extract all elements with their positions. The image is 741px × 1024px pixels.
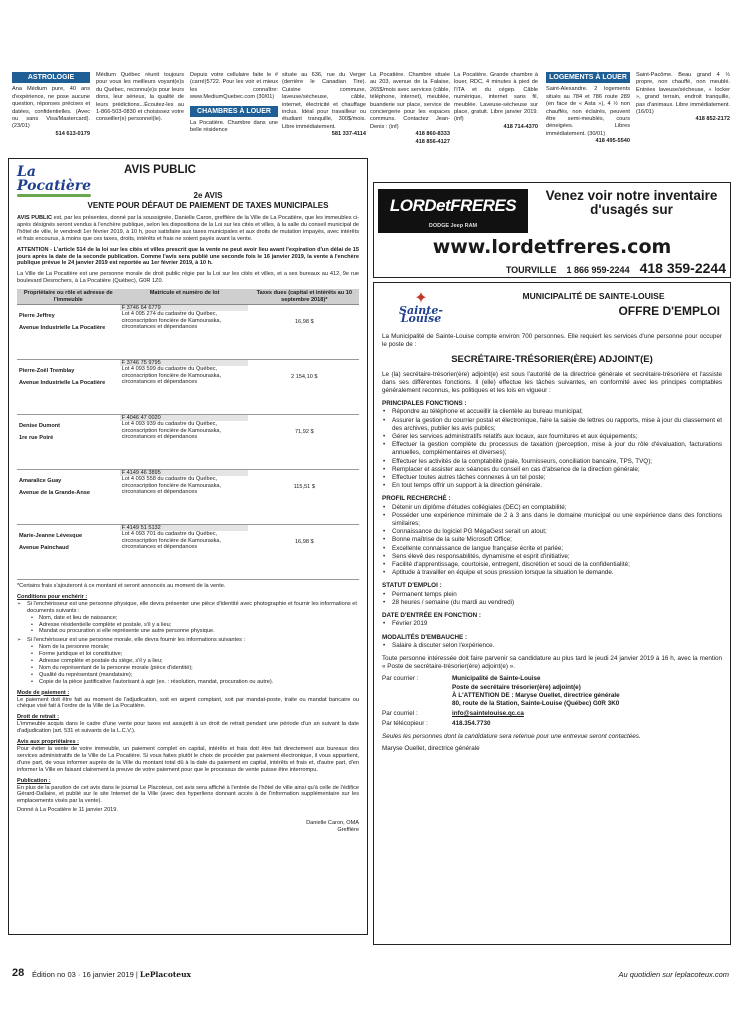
classified-text: La Pocatière. Grande chambre à louer, RDC, 4 minutes à pied de l'ITA et du cégep. Câble numérique, internet sans fil, meublée. Laveuse-sécheuse sur place, gratuit. Libre janvier 2019. (inf) xyxy=(454,72,538,123)
newspaper-brand: LePlacoteux xyxy=(139,970,191,979)
profile-item: • Détenir un diplôme d'études collégiales (DEC) en comptabilité; xyxy=(382,504,722,512)
classified-column-7 xyxy=(546,72,630,146)
section-heading-logements: LOGEMENTS À LOUER xyxy=(546,72,630,83)
condition-item: • Forme juridique et loi constitutive; xyxy=(17,651,359,658)
duties-title: PRINCIPALES FONCTIONS : xyxy=(382,400,467,408)
condition-item: • Adresse complète et postale du siège, s'il y a lieu; xyxy=(17,658,359,665)
withdrawal-text: L'immeuble acquis dans le cadre d'une vente pour taxes est assujetti à un droit de retrait pendant une période d'un an suivant la date d'adjudication (art. 531 et suivants de la L.C.V.). xyxy=(17,721,359,735)
duty-item: • En tout temps offrir un support à la direction générale. xyxy=(382,482,722,490)
condition-physical-person: ➢ Si l'enchérisseur est une personne physique, elle devra présenter une pièce d'identité avec photographie et fournir les informations et documents suivants : xyxy=(17,601,359,615)
column-header-amount: Taxes dues (capital et intérêts au 10 septembre 2018)* xyxy=(250,289,359,304)
hiring-terms-item: • Salaire à discuter selon l'expérience. xyxy=(382,642,722,650)
signer-name: Danielle Caron, OMA xyxy=(306,820,359,827)
status-item: • 28 heures / semaine (du mardi au vendredi) xyxy=(382,599,722,607)
avis-subtitle-1: 2e AVIS xyxy=(193,191,223,200)
address-line: À L'ATTENTION DE : Maryse Ouellet, directrice générale xyxy=(452,691,620,699)
classified-text: située au 636, rue du Verger (derrière le Canadian Tire). Cuisine commune, laveuse/sécheuse, câble, internet, électricité et chauffage inclus. Idéal pour travailleur ou étudiant tranquille, 300$/mois. Libre immédiatement. xyxy=(282,72,366,130)
owner-address: 1re rue Poiré xyxy=(19,435,54,442)
duty-item: • Effectuer toutes autres tâches connexes à un tel poste; xyxy=(382,474,722,482)
matricule: F 3746 64 6779 xyxy=(120,305,248,311)
tax-amount: 71,92 $ xyxy=(294,428,314,435)
classified-phone: 418 495-5540 xyxy=(595,138,630,145)
start-date-item: • Février 2019 xyxy=(382,620,722,628)
duty-item: • Gérer les services administratifs relatifs aux locaux, aux fournitures et aux équipements; xyxy=(382,433,722,441)
owners-notice-title: Avis aux propriétaires : xyxy=(17,739,79,746)
payment-text: Le paiement doit être fait au moment de l'adjudication, soit en argent comptant, soit par mandat-poste, traite ou mandat bancaire ou chèque visé fait à l'ordre de la Ville de La Pocatière. xyxy=(17,696,359,710)
start-date-title: DATE D'ENTRÉE EN FONCTION : xyxy=(382,612,481,620)
job-description: Le (la) secrétaire-trésorier(ère) adjoint(e) est sous l'autorité de la directrice générale et secrétaire-trésorière et l'assiste dans ses différentes fonctions. Il (elle) effectue les tâches suivantes, en conformité avec les principes comptables généralement reconnus, les politiques et les lois en vigueur : xyxy=(382,370,722,395)
avis-p1-text: est, par les présentes, donné par la soussignée, Danielle Caron, greffière de la Ville de La Pocatière, que les immeubles ci-après désignés seront vendus à l'enchère publique, selon les dispositions de la Loi sur les cités et villes, à la salle du conseil municipal de l'hôtel de ville, le vendredi 1er février 2019, à 10 h, pour satisfaire aux taxes municipales et aux droits de mutation impayés, avec intérêts et frais encourus, à moins que ces taxes, droits, intérêts et frais ne soient payés avant la vente. xyxy=(17,215,360,242)
logo-text: Sainte-Louise xyxy=(399,304,443,326)
la-pocatiere-logo xyxy=(17,165,112,197)
classified-column-8 xyxy=(636,72,730,124)
duty-item: • Effectuer la gestion complète du processus de taxation (perception, mise à jour du rôle d'évaluation, facturations annuelles, complémentaires et diverses); xyxy=(382,441,722,457)
lot-description: Lot 4 093 939 du cadastre du Québec, circonscription foncière de Kamouraska, circonstances et dépendances xyxy=(121,421,222,441)
table-row xyxy=(17,524,359,579)
avis-subtitle-2: VENTE POUR DÉFAUT DE PAIEMENT DE TAXES MUNICIPALES xyxy=(87,201,329,210)
hiring-terms-title: MODALITÉS D'EMBAUCHE : xyxy=(382,633,468,641)
profile-item: • Posséder une expérience minimale de 2 à 3 ans dans le domaine municipal ou une expérience dans des fonctions similaires; xyxy=(382,512,722,528)
lot-description: Lot 4 095 274 du cadastre du Québec, circonscription foncière de Kamouraska, circonstances et dépendances xyxy=(121,311,222,331)
ad-phone-tollfree: 1 866 959-2244 xyxy=(566,265,630,275)
condition-item: • Nom, date et lieu de naissance; xyxy=(17,615,359,622)
tax-amount: 115,51 $ xyxy=(293,483,315,490)
job-offer-title: OFFRE D'EMPLOI xyxy=(618,304,720,318)
job-body xyxy=(382,333,722,753)
municipality-name: MUNICIPALITÉ DE SAINTE-LOUISE xyxy=(522,291,665,301)
profile-item: • Bonne maîtrise de la suite Microsoft Office; xyxy=(382,536,722,544)
classified-text: La Pocatière. Chambre située au 203, avenue de la Falaise, 265$/mois avec services (câble, téléphone, internet), meublée, buanderie sur place, service de conciergerie pour les espaces communs. Contactez Jean-Denis : (inf) xyxy=(370,72,450,130)
avis-paragraph-3: La Ville de La Pocatière est une personne morale de droit public régie par la Loi sur les cités et villes, et a ses bureaux au 412, 9e rue boulevard Desrochers, à La Pocatière (Québec), G0R 1Z0. xyxy=(17,271,359,285)
classified-text: La Pocatière. Chambre dans une belle résidence xyxy=(190,120,278,134)
column-header-matricule: Matricule et numéro de lot xyxy=(120,289,250,304)
contact-email xyxy=(382,710,722,718)
ad-phone-local: 418 359-2244 xyxy=(639,260,726,276)
profile-title: PROFIL RECHERCHÉ : xyxy=(382,495,451,503)
matricule: F 4149 46 3895 xyxy=(120,470,248,476)
classified-column-6 xyxy=(454,72,538,131)
matricule: F 4046 47 0020 xyxy=(120,415,248,421)
owner-name: Denise Dumont xyxy=(19,422,61,429)
condition-legal-person: ➢ Si l'enchérisseur est une personne morale, elle devra fournir les informations suivantes : xyxy=(17,637,359,644)
job-position-title: SECRÉTAIRE-TRÉSORIER(ÈRE) ADJOINT(E) xyxy=(451,354,653,366)
avis-paragraph-2: ATTENTION - L'article 514 de la loi sur les cités et villes prescrit que la vente ne peut avoir lieu avant l'expiration d'un délai de 15 jours après la date de la seconde publication. Comme l'avis sera publié une seconde fois le 16 janvier 2019, la vente à l'enchère publique prévue le 24 janvier 2019 est reportée au 1er février 2019, à 10 h. xyxy=(17,246,359,267)
tax-amount: 16,98 $ xyxy=(294,538,314,545)
classified-column-5 xyxy=(370,72,450,146)
contact-mail-label: Par courrier : xyxy=(382,675,419,683)
selection-note: Seules les personnes dont la candidature sera retenue pour une entrevue seront contactées. xyxy=(382,732,641,740)
lord-et-freres-ad xyxy=(373,182,731,278)
classified-phone: 418 714-4370 xyxy=(503,123,538,130)
condition-item: • Mandat ou procuration si elle représente une autre personne physique. xyxy=(17,628,359,635)
condition-item: • Nom de la personne morale; xyxy=(17,644,359,651)
table-row xyxy=(17,304,359,359)
address-line: 80, route de la Station, Sainte-Louise (Québec) G0R 3K0 xyxy=(452,699,620,707)
classified-phone: 514 613-0179 xyxy=(55,130,90,137)
avis-paragraph-1 xyxy=(17,215,359,243)
classified-column-1 xyxy=(12,72,90,138)
lot-description: Lot 4 093 558 du cadastre du Québec, circonscription foncière de Kamouraska, circonstances et dépendances xyxy=(121,476,222,496)
section-heading-astrologie: ASTROLOGIE xyxy=(12,72,90,83)
condition-item: • Adresse résidentielle complète et postale, s'il y a lieu; xyxy=(17,622,359,629)
classified-text: Ana Médium pure, 40 ans d'expérience, ne pose aucune question, réponses précises et datées, confidentielles. (Avec ou sans Visa/Mastercard). (23/01) xyxy=(12,86,90,130)
job-offer-sainte-louise xyxy=(373,282,731,945)
maple-leaf-icon: ✦ xyxy=(414,290,428,307)
address-line: Poste de secrétaire trésorier(ère) adjoint(e) xyxy=(452,683,581,691)
sainte-louise-logo xyxy=(382,290,460,326)
table-row xyxy=(17,414,359,469)
ad-city: TOURVILLE xyxy=(505,265,557,275)
profile-item: • Facilité d'apprentissage, courtoisie, entregent, discrétion et souci de la confidentialité; xyxy=(382,561,722,569)
profile-item: • Aptitude à travailler en équipe et sous pression lorsque la situation le demande. xyxy=(382,569,722,577)
profile-item: • Excellente connaissance de langue française écrite et parlée; xyxy=(382,545,722,553)
avis-title: AVIS PUBLIC xyxy=(124,164,196,176)
logo-text: La Pocatière xyxy=(17,164,92,194)
fax-number: 418.354.7730 xyxy=(452,720,491,728)
footer-website: Au quotidien sur leplacoteux.com xyxy=(618,970,729,979)
owner-name: Amaralice Guay xyxy=(19,477,62,484)
matricule: F 4149 51 5132 xyxy=(120,525,248,531)
contact-fax-label: Par télécopieur : xyxy=(382,720,428,728)
ad-website-link[interactable]: www.lordetfreres.com xyxy=(432,236,672,258)
duty-item: • Effectuer les activités de la comptabilité (paie, fournisseurs, conciliation bancaire, TPS, TVQ); xyxy=(382,458,722,466)
status-title: STATUT D'EMPLOI : xyxy=(382,582,442,590)
owner-address: Avenue Industrielle La Pocatière xyxy=(19,380,106,387)
contact-mail xyxy=(382,675,722,708)
publication-title: Publication : xyxy=(17,777,51,784)
condition-item: • Copie de la pièce justificative l'autorisant à agir (ex. : résolution, mandat, procuration ou autre). xyxy=(17,679,359,686)
classified-column-2 xyxy=(96,72,184,124)
edition-text: Édition no 03 · 16 janvier 2019 | xyxy=(32,970,138,979)
signer-title: Greffière xyxy=(337,827,359,834)
classified-text: Depuis votre cellulaire faite le #(carré)5722. Pour les voir et mieux les connaître: www.MediumQuebec.com (30/01) xyxy=(190,72,278,101)
condition-item: • Qualité du représentant (mandataire); xyxy=(17,672,359,679)
contact-fax xyxy=(382,720,722,728)
edition-info xyxy=(32,970,191,979)
owner-address: Avenue Painchaud xyxy=(19,545,69,552)
status-item: • Permanent temps plein xyxy=(382,591,722,599)
lord-et-freres-logo: LORDetFRERES xyxy=(378,189,528,233)
tax-amount: 2 154,10 $ xyxy=(291,373,318,380)
email-link[interactable]: info@saintelouise.qc.ca xyxy=(452,710,524,718)
column-header-owner: Propriétaire ou rôle et adresse de l'immeuble xyxy=(17,289,120,304)
tax-sale-table xyxy=(17,289,359,580)
duty-item: • Remplacer et assister aux séances du conseil en cas d'absence de la direction générale; xyxy=(382,466,722,474)
ad-contact-line xyxy=(378,260,726,276)
duty-item: • Répondre au téléphone et accueillir la clientèle au bureau municipal; xyxy=(382,408,722,416)
ad-tagline: Venez voir notre inventaire d'usagés sur xyxy=(545,188,718,217)
classified-phone: 418 852-2172 xyxy=(695,116,730,123)
profile-item: • Connaissance du logiciel PG MégaGest serait un atout; xyxy=(382,528,722,536)
job-signer: Maryse Ouellet, directrice générale xyxy=(382,744,480,752)
withdrawal-title: Droit de retrait : xyxy=(17,714,59,721)
page-number: 28 xyxy=(12,967,25,979)
table-row xyxy=(17,469,359,524)
condition-item: • Nom du représentant de la personne morale (pièce d'identité); xyxy=(17,665,359,672)
table-footnote: *Certains frais s'ajouteront à ce montant et seront annoncés au moment de la vente. xyxy=(17,582,226,589)
classified-phone: 418 860-8333 xyxy=(415,131,450,138)
owner-name: Marie-Jeanne Lévesque xyxy=(19,532,83,539)
classified-text: Saint-Alexandre. 2 logements situés au 784 et 786 route 289 (en face de « Asta »), 4 ½ non chauffés, non éclairés, peuvent être semi-meublés, cours déneigées. Libres immédiatement. (30/01) xyxy=(546,86,630,137)
logo-swoosh xyxy=(17,194,91,197)
payment-title: Mode de paiement : xyxy=(17,689,70,696)
owner-name: Pierre Jeffrey xyxy=(19,312,55,319)
classified-text: Médium Québec réunit toujours pour vous les meilleurs voyant(e)s du Québec, reconnu(e)s pour leurs dons, leur sérieux, la qualité de leurs prédictions...Écoutez-les au 1-866-503-0830 et choisissez votre conseiller(e) personnel(le). xyxy=(96,72,184,123)
notice-date: Donné à La Pocatière le 11 janvier 2019. xyxy=(17,807,118,814)
tax-amount: 16,98 $ xyxy=(294,318,314,325)
duty-item: • Assurer la gestion du courrier postal et électronique, faire la saisie de lettres ou rapports, mise à jour du classement et des archives, publier les avis publics; xyxy=(382,417,722,433)
contact-email-label: Par courriel : xyxy=(382,710,418,718)
avis-lead: AVIS PUBLIC xyxy=(17,215,53,221)
conditions-title: Conditions pour enchérir : xyxy=(17,593,88,600)
publication-text: En plus de la parution de cet avis dans le journal Le Placoteux, cet avis sera affiché à l'entrée de l'hôtel de ville ainsi qu'à celle de l'édifice Gérard-Dallaire, et publié sur le site Internet de la Ville (avec des hyperliens donnant accès à de l'information supplémentaire sur les emplacements visés par la vente). xyxy=(17,784,359,805)
owner-address: Avenue de la Grande-Anse xyxy=(19,490,90,497)
owner-name: Pierre-Zoël Tremblay xyxy=(19,367,75,374)
classified-phone: 581 337-4114 xyxy=(331,131,366,138)
apply-instructions: Toute personne intéressée doit faire parvenir sa candidature au plus tard le jeudi 24 janvier 2019 à 16 h, avec la mention « Poste de secrétaire-trésorier(ère) adjoint(e) ». xyxy=(382,654,722,671)
classified-column-4 xyxy=(282,72,366,139)
avis-public-notice xyxy=(8,158,368,935)
job-intro: La Municipalité de Sainte-Louise compte environ 700 personnes. Elle requiert les services d'une personne pour occuper le poste de : xyxy=(382,333,722,349)
lot-description: Lot 4 093 701 du cadastre du Québec, circonscription foncière de Kamouraska, circonstances et dépendances xyxy=(121,531,222,551)
section-heading-chambres: CHAMBRES À LOUER xyxy=(190,106,278,117)
matricule: F 3746 75 9795 xyxy=(120,360,248,366)
owners-notice-text: Pour éviter la vente de votre immeuble, un paiement complet en capital, intérêts et frais doit être fait directement aux bureaux des services administratifs de la Ville de La Pocatière. Si vous faites plutôt le choix de procéder par paiement électronique, il vous appartient, d'une part, de vous informer auprès de la Ville du montant total dû à la date du paiement en capital, intérêts et frais et, d'autre part, d'en informer la Ville en faisant clairement la preuve de votre paiement pour que le processus de vente puisse être interrompu. xyxy=(17,746,359,773)
lot-description: Lot 4 093 599 du cadastre du Québec, circonscription foncière de Kamouraska, circonstances et dépendances xyxy=(121,366,222,386)
profile-item: • Sens élevé des responsabilités, dynamisme et esprit d'initiative; xyxy=(382,553,722,561)
classified-text: Saint-Pacôme. Beau grand 4 ½ propre, non chauffé, non meublé. Entrées laveuse/sécheuse, « locker », grand terrain, endroit tranquille, pas d'animaux. Libre immédiatement. (16/01) xyxy=(636,72,730,116)
address-line: Municipalité de Sainte-Louise xyxy=(452,675,541,683)
classified-phone: 418 856-4127 xyxy=(415,138,450,145)
avis-header xyxy=(17,164,359,194)
classified-column-3 xyxy=(190,72,278,135)
owner-address: Avenue Industrielle La Pocatière xyxy=(19,325,106,332)
table-row xyxy=(17,359,359,414)
contact-mail-address xyxy=(452,675,620,708)
brand-logos: DODGE Jeep RAM xyxy=(428,223,478,229)
